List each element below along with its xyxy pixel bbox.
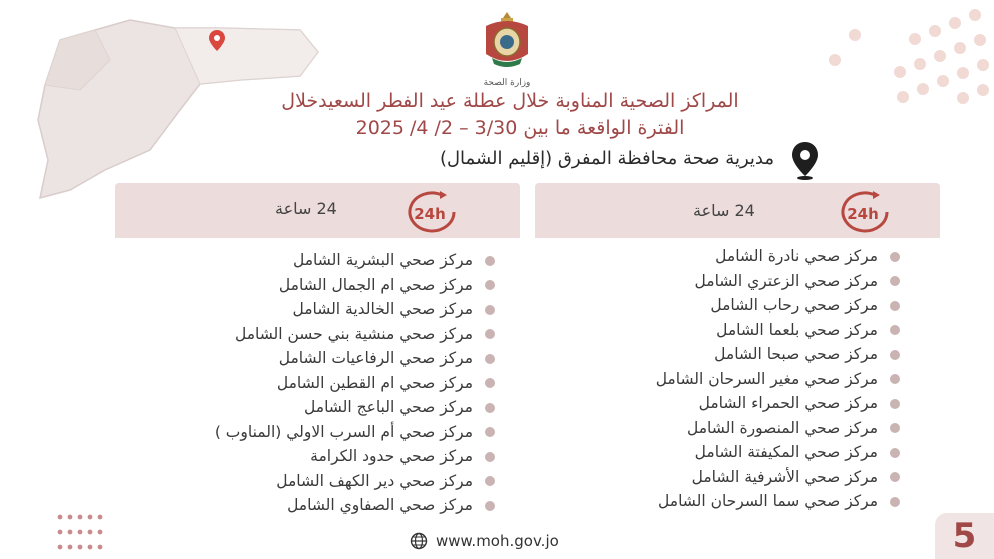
bullet-icon [890,350,900,360]
list-item: مركز صحي البشرية الشامل [125,248,495,273]
list-item: مركز صحي بلعما الشامل [540,318,900,343]
list-item: مركز صحي الباعج الشامل [125,395,495,420]
directorate-name: مديرية صحة محافظة المفرق (إقليم الشمال) [439,148,774,169]
list-item: مركز صحي المكيفتة الشامل [540,440,900,465]
list-item: مركز صحي الرفاعيات الشامل [125,346,495,371]
list-item: مركز صحي صبحا الشامل [540,342,900,367]
globe-icon [410,532,428,550]
clock-24h-icon [833,189,895,235]
list-item: مركز صحي مغير السرحان الشامل [540,367,900,392]
centers-list [125,248,495,518]
emblem-icon [478,8,536,74]
centers-panel-left [115,183,520,513]
bullet-icon [890,399,900,409]
bullet-icon [890,301,900,311]
bullet-icon [485,280,495,290]
page-title: المراكز الصحية المناوبة خلال عطلة عيد الفطر السعيدخلال [281,90,739,112]
hours-label: 24 ساعة [693,201,755,220]
list-item: مركز صحي نادرة الشامل [540,244,900,269]
list-item: مركز صحي حدود الكرامة [125,444,495,469]
website-url[interactable]: www.moh.gov.jo [436,532,559,550]
bullet-icon [890,276,900,286]
clock-24h-icon [400,189,462,235]
decorative-dots-top-right [815,5,994,115]
bullet-icon [485,476,495,486]
list-item: مركز صحي دير الكهف الشامل [125,469,495,494]
centers-list [540,244,900,514]
hours-label: 24 ساعة [275,199,337,218]
bullet-icon [485,305,495,315]
decorative-dots-bottom-left [55,512,115,554]
panel-body [535,238,940,513]
list-item: مركز صحي رحاب الشامل [540,293,900,318]
bullet-icon [890,325,900,335]
bullet-icon [890,252,900,262]
date-range: الفترة الواقعة ما بين 3/30 – 2/ 4/ 2025 [355,117,685,139]
list-item: مركز صحي الخالدية الشامل [125,297,495,322]
bullet-icon [485,256,495,266]
bullet-icon [485,452,495,462]
emblem-caption: وزارة الصحة [483,78,531,88]
map-pin-icon [208,30,226,52]
centers-panel-right [535,183,940,513]
list-item: مركز صحي سما السرحان الشامل [540,489,900,514]
location-pin-icon [788,140,822,180]
bullet-icon [485,427,495,437]
bullet-icon [890,374,900,384]
website-link[interactable] [410,532,559,550]
svg-text:24h: 24h [414,205,446,223]
panel-header [535,183,940,238]
panel-header [115,183,520,238]
list-item: مركز صحي الحمراء الشامل [540,391,900,416]
ministry-emblem [478,8,536,86]
svg-text:24h: 24h [847,205,879,223]
page-number-badge: 5 [935,513,994,559]
list-item: مركز صحي المنصورة الشامل [540,416,900,441]
list-item: مركز صحي ام القطين الشامل [125,371,495,396]
bullet-icon [485,354,495,364]
bullet-icon [485,501,495,511]
bullet-icon [485,329,495,339]
bullet-icon [890,497,900,507]
bullet-icon [890,423,900,433]
bullet-icon [890,472,900,482]
list-item: مركز صحي الأشرفية الشامل [540,465,900,490]
bullet-icon [890,448,900,458]
list-item: مركز صحي ام الجمال الشامل [125,273,495,298]
bullet-icon [485,378,495,388]
list-item: مركز صحي منشية بني حسن الشامل [125,322,495,347]
bullet-icon [485,403,495,413]
list-item: مركز صحي الزعتري الشامل [540,269,900,294]
list-item: مركز صحي الصفاوي الشامل [125,493,495,518]
list-item: مركز صحي أم السرب الاولي (المناوب ) [125,420,495,445]
panel-body [115,238,520,513]
